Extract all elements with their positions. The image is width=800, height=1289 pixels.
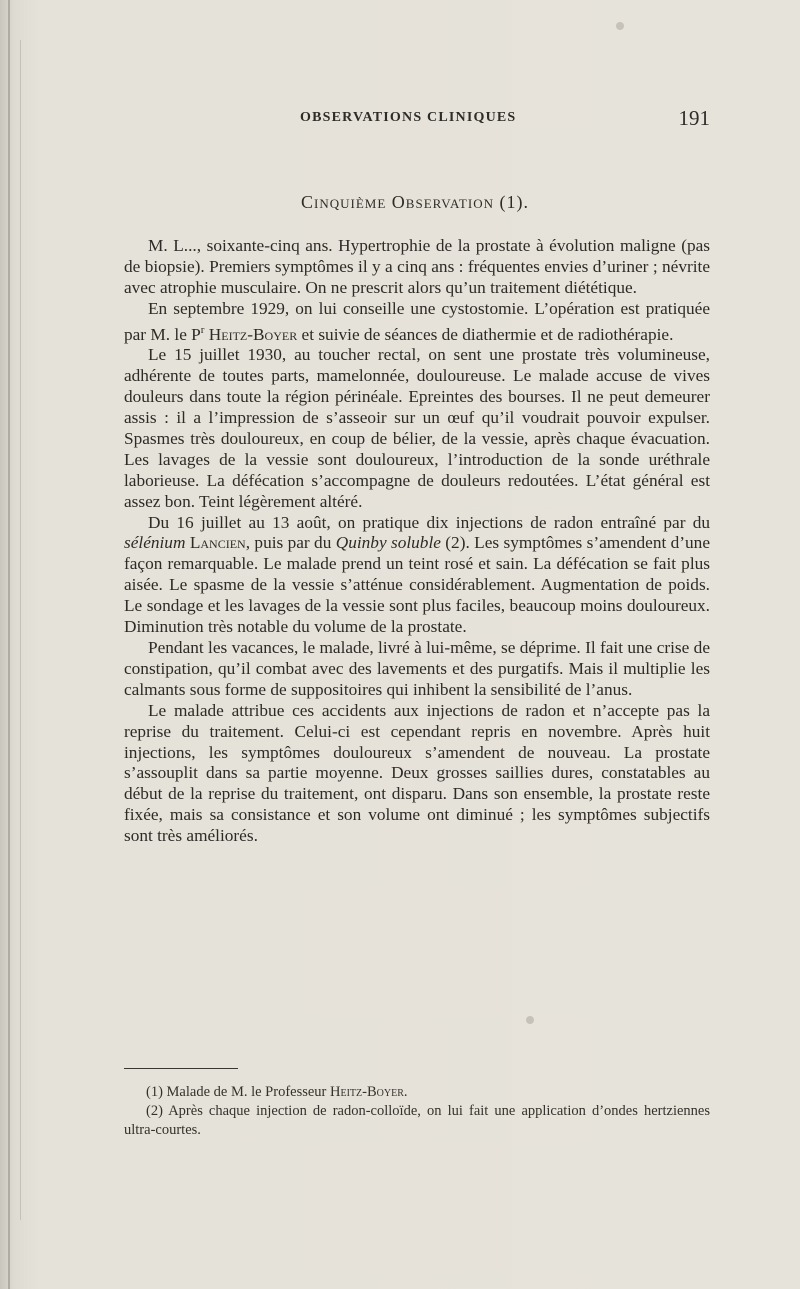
- paragraph-text: Le malade attribue ces accidents aux injections de radon et n’accepte pas la reprise du traitement. Celui-ci est cependant repris en novembre. Après huit injections, les symptômes douloureux s’amendent de nouveau. La prostate s’assouplit dans sa partie moyenne. Deux grosses saillies dures, constatables au début de la reprise du traitement, ont disparu. Dans son ensemble, la prostate reste fixée, mais sa consistance et son volume ont diminué ; les symptômes subjectifs sont très améliorés.: [124, 700, 710, 846]
- footnotes: [124, 1083, 710, 1140]
- paragraph: [124, 701, 710, 847]
- paragraph-text: , puis par du: [245, 533, 336, 553]
- paragraph-text: et suivie de séances de diathermie et de radiothérapie.: [297, 324, 674, 344]
- section-title: Cinquième Observation (1).: [301, 192, 529, 212]
- paragraph-text: Le 15 juillet 1930, au toucher rectal, on sent une prostate très volumineuse, adhérente de toutes parts, mamelonnée, douloureuse. Le malade accuse de vives douleurs dans toute la région périnéale. Epreintes des bourses. Il ne peut demeurer assis : il a l’impression de s’asseoir sur un œuf qu’il voudrait pouvoir expulser. Spasmes très douloureux, en coup de bélier, de la vessie, après chaque évacuation. Les lavages de la vessie sont douloureux, l’introduction de la sonde uréthrale laborieuse. La défécation s’accompagne de douleurs redoutées. L’état général est assez bon. Teint légèrement altéré.: [124, 345, 710, 511]
- paragraph-text: (2). Les symptômes s’amendent d’une façon remarquable. Le malade prend un teint rosé et sain. La défécation se fait plus aisée. Le spasme de la vessie s’atténue considérablement. Augmentation de poids. Le sondage et les lavages de la vessie sont plus faciles, beaucoup moins douloureux. Diminution très notable du volume de la prostate.: [124, 533, 710, 637]
- italic-term: Quinby soluble: [335, 533, 441, 553]
- page-number: 191: [678, 106, 710, 130]
- italic-term: sélénium: [124, 533, 186, 553]
- footnote-rule: [124, 1068, 238, 1069]
- page-header: [120, 106, 710, 134]
- paper-spot: [526, 1016, 534, 1024]
- binding-edge: [8, 0, 10, 1289]
- body-text: [124, 236, 710, 847]
- footnote-text: (2) Après chaque injection de radon-colloïde, on lui fait une application d’ondes hertziennes ultra-courtes.: [124, 1103, 710, 1138]
- binding-crease: [20, 40, 21, 1220]
- paragraph: [124, 299, 710, 346]
- paragraph-text: Pendant les vacances, le malade, livré à lui-même, se déprime. Il fait une crise de constipation, qu’il combat avec des lavements et des purgatifs. Mais il multiplie les calmants sous forme de suppositoires qui inhibent la sensibilité de l’anus.: [124, 637, 710, 699]
- person-name: Lancien: [189, 533, 246, 553]
- paragraph-text: En septembre 1929, on lui conseille une cystostomie. L’opération est pratiquée par M. le P: [124, 298, 710, 344]
- paragraph-text: Du 16 juillet au 13 août, on pratique dix injections de radon entraîné par du: [148, 512, 710, 532]
- superscript: r: [200, 323, 205, 336]
- running-head: OBSERVATIONS CLINIQUES: [300, 110, 517, 125]
- paragraph: [124, 236, 710, 299]
- paragraph: [124, 345, 710, 512]
- footnote-text: .: [403, 1084, 408, 1100]
- paragraph: [124, 513, 710, 638]
- paragraph-text: M. L..., soixante-cinq ans. Hypertrophie de la prostate à évolution maligne (pas de biopsie). Premiers symptômes il y a cinq ans : fréquentes envies d’uriner ; névrite avec atrophie musculaire. On ne prescrit alors qu’un traitement diététique.: [124, 236, 710, 297]
- person-name: Heitz-Boyer: [330, 1084, 404, 1100]
- person-name: Heitz-Boyer: [208, 324, 298, 344]
- paragraph: [124, 638, 710, 701]
- paper-spot: [616, 22, 624, 30]
- footnote-2: [124, 1102, 710, 1140]
- footnote-1: [124, 1083, 710, 1102]
- footnote-text: (1) Malade de M. le Professeur: [146, 1084, 331, 1100]
